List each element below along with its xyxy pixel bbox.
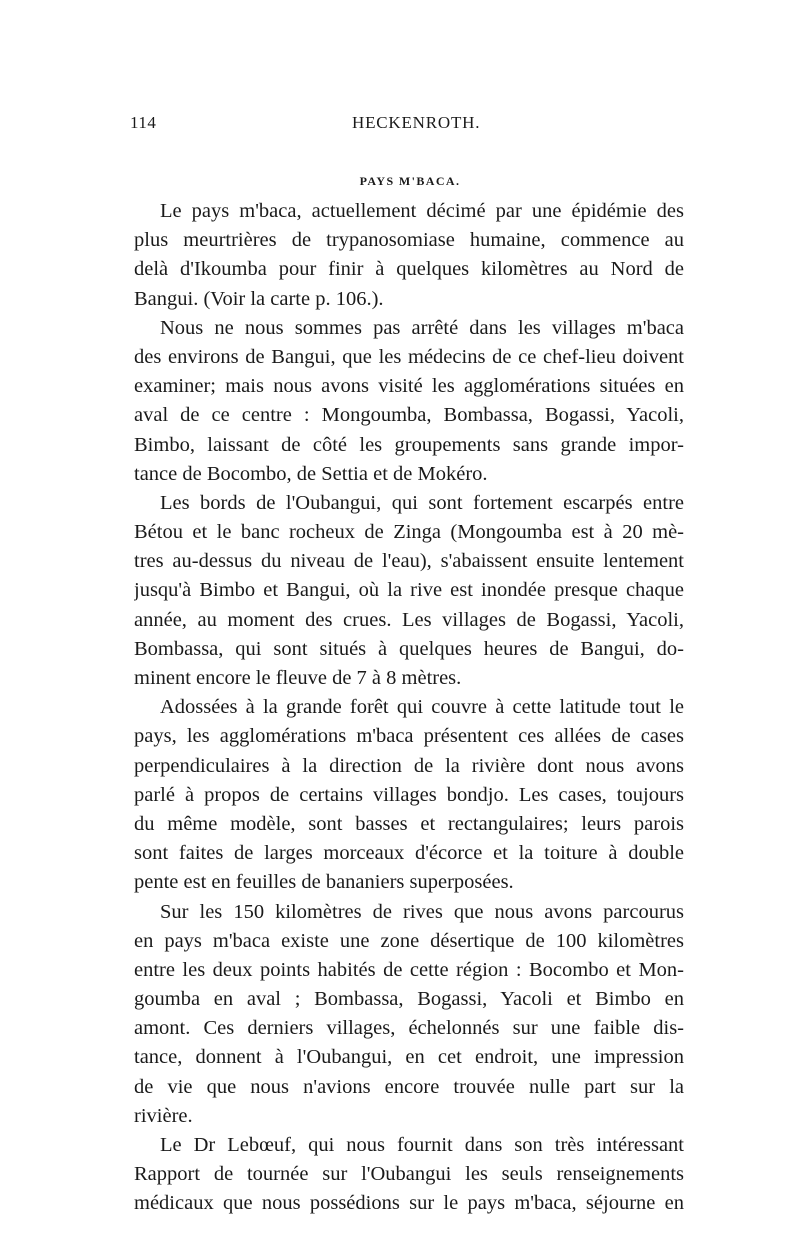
text-line: pente est en feuilles de bananiers superposées. [134,871,514,894]
text-line: année, au moment des crues. Les villages de Bogassi, Yacoli, [134,608,684,631]
text-line: Rapport de tournée sur l'Oubangui les seuls renseignements [134,1163,684,1186]
text-line: médicaux que nous possédions sur le pays m'baca, séjourne en [134,1192,684,1215]
text-line: aval de ce centre : Mongoumba, Bombassa, Bogassi, Yacoli, [134,404,684,427]
text-line: Le pays m'baca, actuellement décimé par une épidémie des [160,200,684,222]
text-line: delà d'Ikoumba pour finir à quelques kilomètres au Nord de [134,258,684,281]
running-title: HECKENROTH. [352,113,481,132]
text-line: de vie que nous n'avions encore trouvée nulle part sur la [134,1075,684,1098]
text-line: amont. Ces derniers villages, échelonnés sur une faible dis- [134,1017,684,1040]
text-line: jusqu'à Bimbo et Bangui, où la rive est inondée presque chaque [134,579,684,602]
text-line: sont faites de larges morceaux d'écorce et la toiture à double [134,842,684,865]
text-line: plus meurtrières de trypanosomiase humaine, commence au [134,229,684,252]
text-line: entre les deux points habités de cette région : Bocombo et Mon- [134,958,684,981]
text-line: minent encore le fleuve de 7 à 8 mètres. [134,667,462,689]
section-heading: PAYS M'BACA. [359,174,461,188]
text-line: goumba en aval ; Bombassa, Bogassi, Yacoli et Bimbo en [134,988,684,1011]
text-line: Bimbo, laissant de côté les groupements sans grande impor- [134,433,684,456]
text-line: tres au-dessus du niveau de l'eau), s'abaissent ensuite lentement [134,550,684,573]
text-line: Adossées à la grande forêt qui couvre à cette latitude tout le [160,696,684,719]
text-line: Le Dr Lebœuf, qui nous fournit dans son très intéressant [160,1134,684,1156]
text-line: Sur les 150 kilomètres de rives que nous avons parcourus [160,900,684,923]
text-line: pays, les agglomérations m'baca présentent ces allées de cases [134,725,684,748]
text-line: du même modèle, sont basses et rectangulaires; leurs parois [134,812,684,835]
text-line: rivière. [134,1104,193,1127]
text-line: examiner; mais nous avons visité les agglomérations situées en [134,375,684,398]
text-line: Bangui. (Voir la carte p. 106.). [134,287,384,310]
text-line: tance, donnent à l'Oubangui, en cet endroit, une impression [134,1046,684,1069]
text-line: Bombassa, qui sont situés à quelques heures de Bangui, do- [134,637,684,660]
text-line: Nous ne nous sommes pas arrêté dans les villages m'baca [160,316,684,339]
text-line: en pays m'baca existe une zone désertique de 100 kilomètres [134,929,684,952]
text-line: Bétou et le banc rocheux de Zinga (Mongoumba est à 20 mè- [134,521,684,544]
text-line: tance de Bocombo, de Settia et de Mokéro. [134,462,488,485]
body-text [134,197,684,1219]
text-line: parlé à propos de certains villages bondjo. Les cases, toujours [134,783,684,806]
page-number: 114 [130,113,157,132]
running-head [130,113,690,139]
text-line: des environs de Bangui, que les médecins de ce chef-lieu doivent [134,345,684,368]
text-line: perpendiculaires à la direction de la rivière dont nous avons [134,754,684,777]
text-line: Les bords de l'Oubangui, qui sont fortement escarpés entre [160,491,684,514]
